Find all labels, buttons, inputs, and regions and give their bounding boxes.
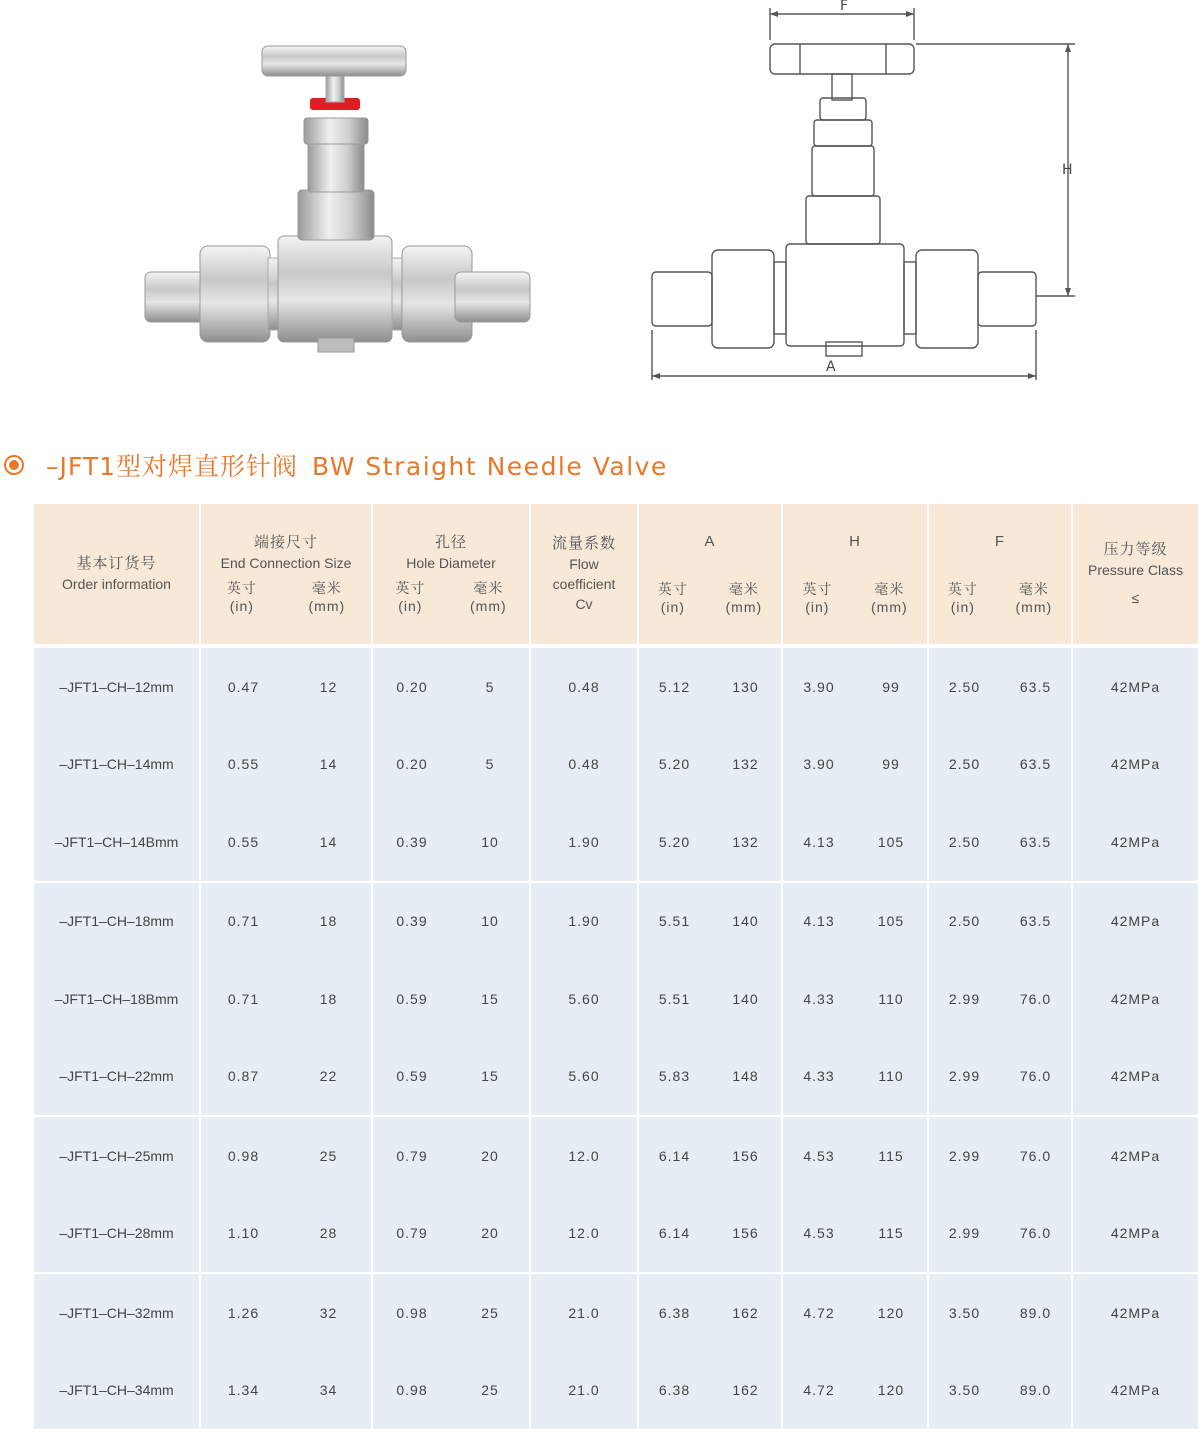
cell-pressure: 42MPa <box>1072 1352 1198 1430</box>
cell-h-mm: 120 <box>877 1382 905 1399</box>
cell-end-in: 1.10 <box>227 1225 260 1242</box>
cell-h-in: 3.90 <box>803 678 835 695</box>
cell-cv: 12.0 <box>530 1195 638 1274</box>
cell-h-in: 4.53 <box>803 1225 835 1242</box>
cell-a <box>638 960 782 1038</box>
cell-f-in: 3.50 <box>948 1382 981 1399</box>
cell-hole-in: 0.39 <box>396 833 428 850</box>
cell-f-mm: 76.0 <box>1019 990 1052 1007</box>
cell-a <box>638 1273 782 1352</box>
cell-h-mm: 120 <box>877 1304 905 1321</box>
cell-a <box>638 726 782 804</box>
spec-table <box>34 504 1198 1429</box>
cell-order-code: –JFT1–CH–14Bmm <box>34 803 200 882</box>
unit-mm: (mm) <box>308 598 346 614</box>
cell-end-connection <box>200 726 372 804</box>
cell-end-in: 1.34 <box>227 1382 260 1399</box>
cell-f <box>928 1038 1072 1117</box>
cell-f-mm: 63.5 <box>1019 833 1052 850</box>
cell-f-mm: 76.0 <box>1019 1225 1052 1242</box>
header-order <box>34 504 200 644</box>
cell-end-connection <box>200 1273 372 1352</box>
cell-f-mm: 63.5 <box>1019 756 1052 773</box>
cell-end-connection <box>200 1038 372 1117</box>
table-row <box>34 1116 1198 1195</box>
cell-order-code: –JFT1–CH–32mm <box>34 1273 200 1352</box>
cell-hole-diameter <box>372 882 530 961</box>
cell-f <box>928 648 1072 726</box>
unit-mm-zh: 毫米 <box>728 581 759 597</box>
cell-f-in: 2.99 <box>948 1068 981 1085</box>
header-end-connection <box>200 504 372 644</box>
cell-a-in: 5.20 <box>658 833 691 850</box>
cell-end-connection <box>200 1116 372 1195</box>
unit-mm: (mm) <box>871 599 908 615</box>
table-body <box>34 644 1198 1429</box>
cell-hole-in: 0.98 <box>396 1382 428 1399</box>
cell-f <box>928 960 1072 1038</box>
cell-h-mm: 110 <box>878 990 904 1007</box>
unit-inch-zh: 英寸 <box>226 580 257 596</box>
header-f <box>928 504 1072 644</box>
cell-f-mm: 63.5 <box>1019 913 1052 930</box>
cell-pressure: 42MPa <box>1072 882 1198 961</box>
cell-f-mm: 89.0 <box>1019 1382 1052 1399</box>
cell-pressure: 42MPa <box>1072 960 1198 1038</box>
cell-order-code: –JFT1–CH–34mm <box>34 1352 200 1430</box>
cell-f-mm: 76.0 <box>1019 1147 1052 1164</box>
unit-mm-zh: 毫米 <box>874 581 905 597</box>
cell-pressure: 42MPa <box>1072 1116 1198 1195</box>
unit-inch: (in) <box>950 599 975 615</box>
cell-h-in: 3.90 <box>803 756 835 773</box>
unit-inch-zh: 英寸 <box>395 580 426 596</box>
cell-hole-mm: 15 <box>481 990 499 1007</box>
cell-f <box>928 1273 1072 1352</box>
cell-f-mm: 89.0 <box>1019 1304 1052 1321</box>
cell-hole-mm: 20 <box>481 1147 499 1164</box>
cell-f <box>928 1352 1072 1430</box>
cell-end-mm: 14 <box>319 833 338 850</box>
cell-h-mm: 110 <box>878 1068 904 1085</box>
cell-pressure: 42MPa <box>1072 1038 1198 1117</box>
cell-h-in: 4.13 <box>803 913 835 930</box>
cell-h-in: 4.72 <box>803 1382 835 1399</box>
cell-hole-mm: 5 <box>485 678 495 695</box>
cell-hole-mm: 25 <box>481 1382 499 1399</box>
cell-f-in: 3.50 <box>948 1304 981 1321</box>
table-row <box>34 1352 1198 1430</box>
header-hole-en: Hole Diameter <box>406 555 496 571</box>
cell-order-code: –JFT1–CH–14mm <box>34 726 200 804</box>
cell-cv: 12.0 <box>530 1116 638 1195</box>
cell-h <box>782 1352 928 1430</box>
cell-end-in: 1.26 <box>227 1304 260 1321</box>
title-chinese: –JFT1型对焊直形针阀 <box>46 452 298 481</box>
cell-hole-in: 0.20 <box>396 678 428 695</box>
cell-end-connection <box>200 803 372 882</box>
cell-hole-diameter <box>372 648 530 726</box>
cell-cv: 5.60 <box>530 1038 638 1117</box>
unit-inch-zh: 英寸 <box>657 581 688 597</box>
header-flow-en3: Cv <box>575 596 593 612</box>
header-flow-en1: Flow <box>569 556 599 572</box>
cell-h-in: 4.13 <box>803 833 835 850</box>
cell-cv: 1.90 <box>530 882 638 961</box>
cell-h-in: 4.33 <box>803 1068 835 1085</box>
unit-mm-zh: 毫米 <box>473 580 504 596</box>
cell-a-mm: 162 <box>732 1304 759 1321</box>
header-pressure-class <box>1072 504 1198 644</box>
unit-inch-zh: 英寸 <box>802 581 833 597</box>
cell-pressure: 42MPa <box>1072 1273 1198 1352</box>
cell-cv: 5.60 <box>530 960 638 1038</box>
cell-h-mm: 99 <box>882 678 900 695</box>
cell-hole-mm: 25 <box>481 1304 499 1321</box>
cell-a-in: 5.83 <box>658 1068 691 1085</box>
cell-a-in: 5.51 <box>658 990 691 1007</box>
cell-hole-in: 0.59 <box>396 1068 428 1085</box>
cell-order-code: –JFT1–CH–12mm <box>34 648 200 726</box>
cell-a <box>638 1352 782 1430</box>
cell-f <box>928 1195 1072 1274</box>
cell-h <box>782 1116 928 1195</box>
cell-a-mm: 140 <box>732 990 759 1007</box>
cell-a-mm: 156 <box>732 1147 759 1164</box>
header-pressure-symbol: ≤ <box>1131 590 1140 606</box>
section-title <box>0 440 1200 490</box>
bullet-icon <box>4 455 24 475</box>
cell-a-in: 6.38 <box>658 1382 691 1399</box>
header-flow-en2: coefficient <box>552 576 616 592</box>
cell-end-mm: 34 <box>319 1382 338 1399</box>
cell-hole-in: 0.59 <box>396 990 428 1007</box>
cell-h <box>782 648 928 726</box>
cell-end-mm: 32 <box>319 1304 338 1321</box>
cell-end-in: 0.87 <box>227 1068 260 1085</box>
cell-hole-diameter <box>372 726 530 804</box>
cell-f <box>928 803 1072 882</box>
unit-mm: (mm) <box>470 598 507 614</box>
cell-pressure: 42MPa <box>1072 1195 1198 1274</box>
unit-mm-zh: 毫米 <box>311 580 342 596</box>
cell-h <box>782 1038 928 1117</box>
cell-hole-diameter <box>372 1038 530 1117</box>
table-row <box>34 882 1198 961</box>
cell-hole-diameter <box>372 960 530 1038</box>
cell-order-code: –JFT1–CH–18mm <box>34 882 200 961</box>
header-end-en: End Connection Size <box>220 555 352 571</box>
cell-a-in: 6.14 <box>658 1225 691 1242</box>
cell-pressure: 42MPa <box>1072 803 1198 882</box>
table-row <box>34 960 1198 1038</box>
cell-end-connection <box>200 1352 372 1430</box>
cell-end-in: 0.71 <box>227 990 260 1007</box>
cell-f <box>928 726 1072 804</box>
cell-end-connection <box>200 1195 372 1274</box>
header-flow-coefficient <box>530 504 638 644</box>
cell-f-mm: 76.0 <box>1019 1068 1052 1085</box>
cell-hole-diameter <box>372 1352 530 1430</box>
cell-pressure: 42MPa <box>1072 726 1198 804</box>
cell-h <box>782 726 928 804</box>
cell-end-in: 0.55 <box>227 756 260 773</box>
cell-a-in: 6.14 <box>658 1147 691 1164</box>
header-a <box>638 504 782 644</box>
cell-cv: 1.90 <box>530 803 638 882</box>
cell-a-in: 5.51 <box>658 913 691 930</box>
cell-hole-mm: 5 <box>485 756 495 773</box>
cell-a <box>638 1038 782 1117</box>
dim-label-h: H <box>1062 162 1073 178</box>
cell-end-in: 0.55 <box>227 833 260 850</box>
cell-h <box>782 803 928 882</box>
cell-hole-diameter <box>372 1195 530 1274</box>
table-header-row <box>34 504 1198 644</box>
cell-a-mm: 130 <box>732 678 759 695</box>
cell-h <box>782 1273 928 1352</box>
cell-f <box>928 1116 1072 1195</box>
cell-order-code: –JFT1–CH–25mm <box>34 1116 200 1195</box>
dim-label-a: A <box>826 359 836 375</box>
cell-h-in: 4.72 <box>803 1304 835 1321</box>
cell-order-code: –JFT1–CH–18Bmm <box>34 960 200 1038</box>
table-row <box>34 648 1198 726</box>
header-order-en: Order information <box>62 576 171 592</box>
cell-h <box>782 882 928 961</box>
unit-inch: (in) <box>660 599 685 615</box>
cell-f-in: 2.50 <box>948 756 981 773</box>
cell-hole-diameter <box>372 1116 530 1195</box>
header-f-label: F <box>994 533 1006 550</box>
cell-pressure: 42MPa <box>1072 648 1198 726</box>
unit-mm: (mm) <box>725 599 763 615</box>
valve-photo <box>145 46 530 352</box>
cell-a-in: 5.12 <box>658 678 691 695</box>
cell-order-code: –JFT1–CH–22mm <box>34 1038 200 1117</box>
cell-end-mm: 25 <box>319 1147 338 1164</box>
cell-end-in: 0.71 <box>227 913 260 930</box>
cell-cv: 0.48 <box>530 726 638 804</box>
cell-end-mm: 22 <box>319 1068 338 1085</box>
cell-hole-diameter <box>372 1273 530 1352</box>
product-hero <box>0 0 1200 400</box>
header-hole-zh: 孔径 <box>434 534 467 551</box>
cell-hole-mm: 10 <box>481 833 499 850</box>
cell-h-mm: 115 <box>878 1225 904 1242</box>
cell-end-mm: 12 <box>319 678 338 695</box>
table-row <box>34 1273 1198 1352</box>
cell-f-in: 2.99 <box>948 1225 981 1242</box>
cell-a-mm: 132 <box>732 833 759 850</box>
cell-cv: 21.0 <box>530 1273 638 1352</box>
cell-f-mm: 63.5 <box>1019 678 1052 695</box>
valve-dimension-drawing <box>652 8 1075 380</box>
table-row <box>34 803 1198 882</box>
header-flow-zh: 流量系数 <box>551 535 616 552</box>
cell-order-code: –JFT1–CH–28mm <box>34 1195 200 1274</box>
cell-f-in: 2.99 <box>948 1147 981 1164</box>
cell-h <box>782 960 928 1038</box>
cell-end-connection <box>200 648 372 726</box>
cell-hole-diameter <box>372 803 530 882</box>
cell-hole-in: 0.20 <box>396 756 428 773</box>
unit-inch: (in) <box>398 598 423 614</box>
cell-h-in: 4.53 <box>803 1147 835 1164</box>
table-row <box>34 726 1198 804</box>
unit-mm: (mm) <box>1015 599 1053 615</box>
header-pressure-zh: 压力等级 <box>1103 541 1168 558</box>
cell-h-mm: 105 <box>877 833 905 850</box>
cell-h-in: 4.33 <box>803 990 835 1007</box>
cell-hole-mm: 15 <box>481 1068 499 1085</box>
cell-hole-in: 0.98 <box>396 1304 428 1321</box>
cell-end-mm: 18 <box>319 913 338 930</box>
cell-hole-in: 0.79 <box>396 1147 428 1164</box>
cell-end-in: 0.98 <box>227 1147 260 1164</box>
cell-end-mm: 14 <box>319 756 338 773</box>
header-order-zh: 基本订货号 <box>76 555 157 572</box>
unit-inch: (in) <box>805 599 830 615</box>
unit-inch: (in) <box>229 598 254 614</box>
unit-inch-zh: 英寸 <box>947 581 978 597</box>
cell-a-mm: 148 <box>732 1068 759 1085</box>
header-pressure-en: Pressure Class <box>1088 562 1183 578</box>
cell-cv: 21.0 <box>530 1352 638 1430</box>
cell-end-in: 0.47 <box>227 678 260 695</box>
cell-hole-in: 0.39 <box>396 913 428 930</box>
cell-a-in: 6.38 <box>658 1304 691 1321</box>
cell-h-mm: 99 <box>882 756 900 773</box>
cell-h <box>782 1195 928 1274</box>
cell-cv: 0.48 <box>530 648 638 726</box>
section-title-text <box>46 447 668 483</box>
cell-end-mm: 28 <box>319 1225 338 1242</box>
cell-a-mm: 162 <box>732 1382 759 1399</box>
cell-h-mm: 105 <box>877 913 905 930</box>
cell-f-in: 2.99 <box>948 990 981 1007</box>
cell-end-connection <box>200 960 372 1038</box>
cell-end-connection <box>200 882 372 961</box>
cell-a <box>638 648 782 726</box>
cell-f-in: 2.50 <box>948 833 981 850</box>
table-row <box>34 1195 1198 1274</box>
cell-f <box>928 882 1072 961</box>
header-end-zh: 端接尺寸 <box>253 534 318 551</box>
cell-hole-in: 0.79 <box>396 1225 428 1242</box>
cell-a-mm: 140 <box>732 913 759 930</box>
table-row <box>34 1038 1198 1117</box>
title-english: BW Straight Needle Valve <box>312 452 668 481</box>
header-h-label: H <box>849 533 861 550</box>
header-h <box>782 504 928 644</box>
cell-f-in: 2.50 <box>948 913 981 930</box>
cell-hole-mm: 10 <box>481 913 499 930</box>
cell-a-mm: 132 <box>732 756 759 773</box>
cell-a <box>638 803 782 882</box>
cell-hole-mm: 20 <box>481 1225 499 1242</box>
dim-label-f: F <box>840 0 849 14</box>
cell-end-mm: 18 <box>319 990 338 1007</box>
cell-a <box>638 1116 782 1195</box>
unit-mm-zh: 毫米 <box>1018 581 1049 597</box>
header-a-label: A <box>704 533 716 550</box>
cell-a <box>638 882 782 961</box>
cell-a <box>638 1195 782 1274</box>
cell-h-mm: 115 <box>878 1147 904 1164</box>
cell-f-in: 2.50 <box>948 678 981 695</box>
cell-a-mm: 156 <box>732 1225 759 1242</box>
header-hole-diameter <box>372 504 530 644</box>
cell-a-in: 5.20 <box>658 756 691 773</box>
